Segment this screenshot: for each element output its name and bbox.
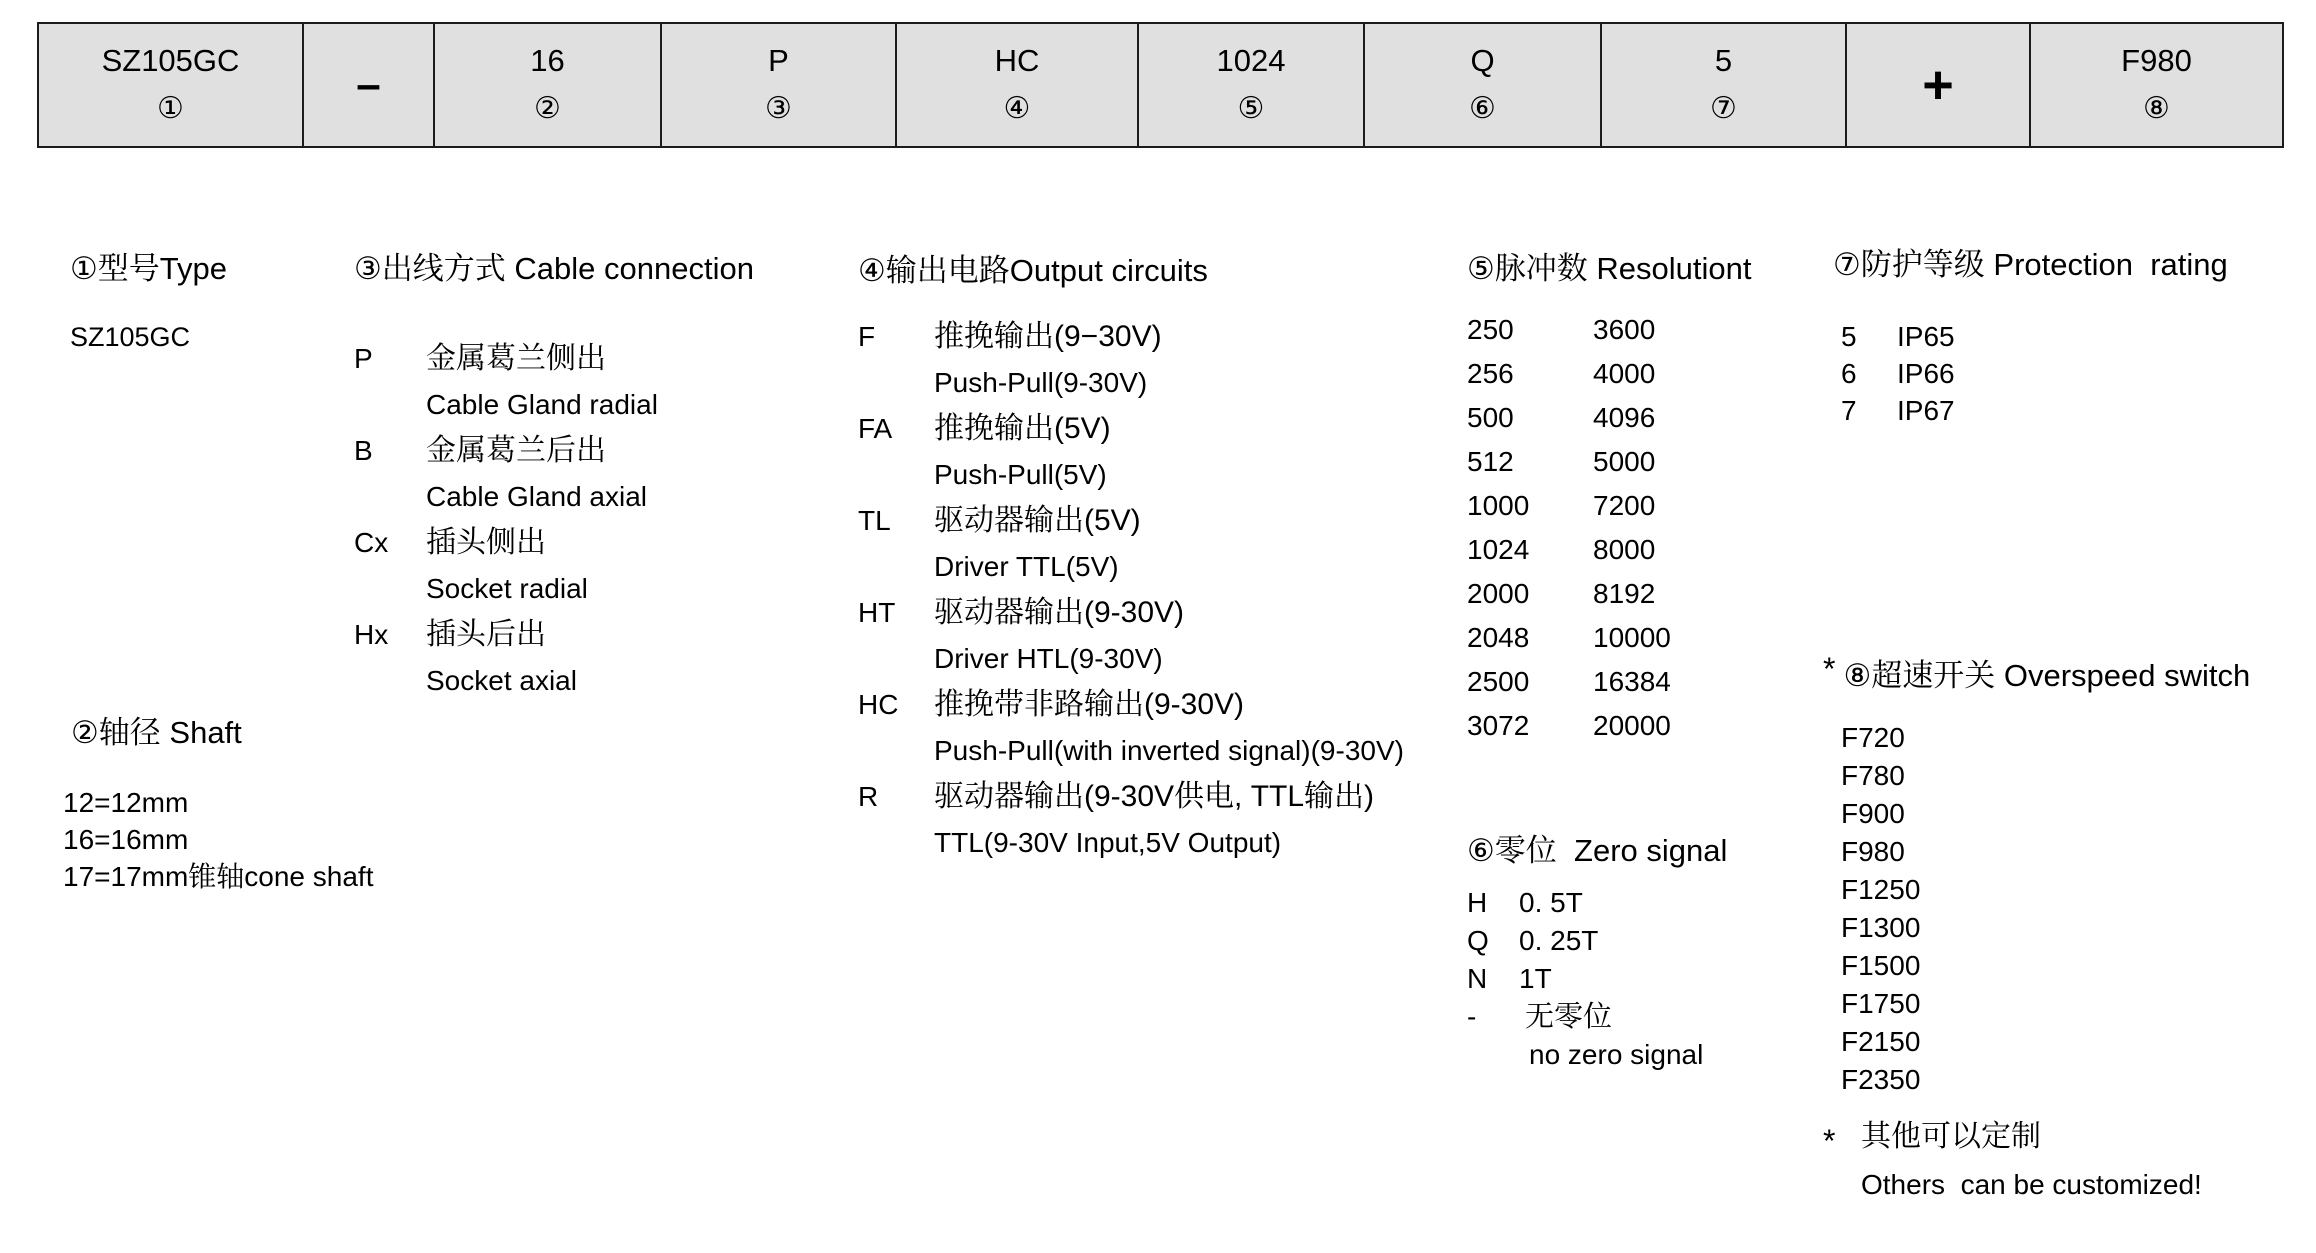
cell-index: ⑥ bbox=[1469, 92, 1496, 125]
section-overspeed-heading-line bbox=[1823, 651, 2251, 697]
overspeed-option: F980 bbox=[1841, 836, 1905, 867]
overspeed-option: F1750 bbox=[1841, 988, 1921, 1019]
overspeed-option: F2350 bbox=[1841, 1064, 1921, 1095]
protection-option bbox=[1841, 318, 2228, 355]
spacer bbox=[1467, 1036, 1519, 1074]
option-code: 5 bbox=[1841, 321, 1857, 352]
resolution-value: 512 bbox=[1467, 446, 1514, 477]
option-value: IP66 bbox=[1897, 358, 1955, 389]
option-label-zh: 金属葛兰后出 bbox=[426, 434, 606, 467]
section-cable-heading: ③出线方式 Cable connection bbox=[354, 251, 754, 286]
resolution-value: 5000 bbox=[1593, 446, 1656, 477]
resolution-value: 7200 bbox=[1593, 490, 1656, 521]
section-output-heading: ④输出电路Output circuits bbox=[858, 253, 1208, 288]
section-cable-connection bbox=[354, 248, 754, 704]
section-shaft-heading: ②轴径 Shaft bbox=[71, 715, 242, 750]
spacer bbox=[1823, 1163, 1861, 1207]
overspeed-option: F900 bbox=[1841, 798, 1905, 829]
option-code: - bbox=[1467, 1001, 1477, 1032]
option-code: 6 bbox=[1841, 358, 1857, 389]
option-code: H bbox=[1467, 887, 1488, 918]
output-option bbox=[858, 774, 1404, 820]
zero-option bbox=[1467, 922, 1727, 960]
output-option-en bbox=[858, 636, 1404, 682]
option-code: HC bbox=[858, 689, 899, 720]
zero-option bbox=[1467, 960, 1727, 998]
code-cell-overspeed bbox=[2031, 24, 2282, 146]
resolution-value: 2500 bbox=[1467, 666, 1530, 697]
output-option-en bbox=[858, 360, 1404, 406]
overspeed-option: F1500 bbox=[1841, 950, 1921, 981]
section-resolution bbox=[1467, 248, 1752, 748]
section-output-circuits bbox=[858, 250, 1404, 866]
overspeed-option: F780 bbox=[1841, 760, 1905, 791]
zero-option-none bbox=[1467, 998, 1727, 1036]
resolution-value: 16384 bbox=[1593, 666, 1671, 697]
resolution-value: 500 bbox=[1467, 402, 1514, 433]
cell-value: HC bbox=[994, 43, 1040, 78]
option-label-en: no zero signal bbox=[1529, 1039, 1704, 1070]
section-zero-signal bbox=[1467, 830, 1727, 1074]
option-code: Cx bbox=[354, 527, 389, 558]
section-resolution-heading: ⑤脉冲数 Resolutiont bbox=[1467, 251, 1752, 286]
option-code: R bbox=[858, 781, 879, 812]
resolution-value: 3600 bbox=[1593, 314, 1656, 345]
spacer bbox=[858, 728, 934, 774]
cable-option-en bbox=[354, 566, 754, 612]
resolution-value: 2000 bbox=[1467, 578, 1530, 609]
resolution-value: 20000 bbox=[1593, 710, 1671, 741]
shaft-option-list bbox=[63, 784, 374, 895]
section-shaft bbox=[63, 712, 374, 895]
output-option bbox=[858, 498, 1404, 544]
resolution-value: 250 bbox=[1467, 314, 1514, 345]
protection-option bbox=[1841, 355, 2228, 392]
option-code: 7 bbox=[1841, 395, 1857, 426]
cell-value: 1024 bbox=[1216, 43, 1286, 78]
resolution-value: 4000 bbox=[1593, 358, 1656, 389]
resolution-value: 10000 bbox=[1593, 622, 1671, 653]
cell-index: ⑤ bbox=[1237, 92, 1265, 125]
section-type bbox=[70, 248, 227, 353]
cable-option bbox=[354, 428, 754, 474]
option-value: 0. 5T bbox=[1519, 887, 1583, 918]
code-cell-cable bbox=[662, 24, 897, 146]
resolution-value: 1024 bbox=[1467, 534, 1530, 565]
option-code: HT bbox=[858, 597, 896, 628]
section-protection-rating bbox=[1833, 244, 2228, 429]
ordering-code-table bbox=[37, 22, 2284, 148]
spacer bbox=[858, 452, 934, 498]
code-cell-zero bbox=[1365, 24, 1602, 146]
shaft-option: 17=17mm锥轴cone shaft bbox=[63, 861, 374, 892]
cell-index: ① bbox=[157, 92, 184, 125]
spacer bbox=[858, 820, 934, 866]
option-label-en: Push-Pull(9-30V) bbox=[934, 367, 1148, 398]
code-cell-protection bbox=[1602, 24, 1847, 146]
overspeed-option: F1300 bbox=[1841, 912, 1921, 943]
cable-option-en bbox=[354, 382, 754, 428]
cell-value: 16 bbox=[530, 43, 565, 78]
note-text-en: Others can be customized! bbox=[1861, 1169, 2202, 1200]
resolution-value: 8000 bbox=[1593, 534, 1656, 565]
option-value: IP65 bbox=[1897, 321, 1955, 352]
note-text-zh: 其他可以定制 bbox=[1861, 1120, 2041, 1153]
overspeed-option: F720 bbox=[1841, 722, 1905, 753]
shaft-option: 12=12mm bbox=[63, 787, 189, 818]
option-label-en: Push-Pull(with inverted signal)(9-30V) bbox=[934, 735, 1404, 766]
option-label-zh: 驱动器输出(9-30V) bbox=[934, 596, 1185, 629]
resolution-value: 2048 bbox=[1467, 622, 1530, 653]
spacer bbox=[354, 474, 426, 520]
option-label-en: Push-Pull(5V) bbox=[934, 459, 1107, 490]
cable-option bbox=[354, 520, 754, 566]
customization-note bbox=[1823, 1115, 2250, 1207]
code-cell-dash bbox=[304, 24, 435, 146]
code-cell-model bbox=[39, 24, 304, 146]
section-zero-heading: ⑥零位 Zero signal bbox=[1467, 833, 1728, 868]
cable-option-list bbox=[354, 336, 754, 704]
code-cell-output bbox=[897, 24, 1139, 146]
type-model-value: SZ105GC bbox=[70, 322, 191, 352]
option-value: 1T bbox=[1519, 963, 1552, 994]
resolution-value: 1000 bbox=[1467, 490, 1530, 521]
output-option bbox=[858, 682, 1404, 728]
option-code: P bbox=[354, 343, 373, 374]
cell-value: F980 bbox=[2121, 43, 2192, 78]
option-label-zh: 金属葛兰侧出 bbox=[426, 342, 606, 375]
option-label-zh: 插头后出 bbox=[426, 618, 546, 651]
section-overspeed-heading: ⑧超速开关 Overspeed switch bbox=[1843, 658, 2251, 693]
option-label-en: Socket radial bbox=[426, 573, 588, 604]
cell-index: ⑦ bbox=[1710, 92, 1737, 125]
resolution-value: 8192 bbox=[1593, 578, 1656, 609]
zero-option-none-en bbox=[1467, 1036, 1727, 1074]
option-label-en: Driver TTL(5V) bbox=[934, 551, 1119, 582]
option-label-zh: 驱动器输出(9-30V供电, TTL输出) bbox=[934, 780, 1375, 813]
section-type-heading: ①型号Type bbox=[70, 251, 227, 286]
section-protection-heading: ⑦防护等级 Protection rating bbox=[1833, 247, 2228, 282]
asterisk-mark: * bbox=[1823, 1123, 1836, 1159]
cell-index: ⑧ bbox=[2143, 92, 2170, 125]
resolution-value: 4096 bbox=[1593, 402, 1656, 433]
output-option bbox=[858, 314, 1404, 360]
zero-option bbox=[1467, 884, 1727, 922]
output-option-list bbox=[858, 314, 1404, 866]
option-code: FA bbox=[858, 413, 893, 444]
plus-separator: + bbox=[1922, 55, 1954, 115]
option-value: 0. 25T bbox=[1519, 925, 1599, 956]
option-code: N bbox=[1467, 963, 1488, 994]
spacer bbox=[354, 658, 426, 704]
option-label-en: TTL(9-30V Input,5V Output) bbox=[934, 827, 1282, 858]
resolution-value-grid bbox=[1467, 308, 1752, 748]
asterisk-mark: * bbox=[1823, 651, 1836, 687]
output-option-en bbox=[858, 728, 1404, 774]
option-code: B bbox=[354, 435, 373, 466]
output-option-en bbox=[858, 452, 1404, 498]
option-code: F bbox=[858, 321, 876, 352]
overspeed-option-list bbox=[1841, 719, 2250, 1099]
spacer bbox=[858, 544, 934, 590]
cell-index: ② bbox=[534, 92, 561, 125]
section-overspeed-switch bbox=[1823, 651, 2251, 1207]
option-label-zh: 驱动器输出(5V) bbox=[934, 504, 1141, 537]
spacer bbox=[354, 566, 426, 612]
protection-option bbox=[1841, 392, 2228, 429]
output-option bbox=[858, 590, 1404, 636]
cell-index: ③ bbox=[765, 92, 792, 125]
spacer bbox=[858, 636, 934, 682]
resolution-value: 3072 bbox=[1467, 710, 1530, 741]
cable-option-en bbox=[354, 658, 754, 704]
option-label-en: Cable Gland radial bbox=[426, 389, 658, 420]
option-label-zh: 无零位 bbox=[1525, 1001, 1613, 1033]
option-label-en: Socket axial bbox=[426, 665, 577, 696]
cell-value: SZ105GC bbox=[101, 43, 240, 78]
option-code: Hx bbox=[354, 619, 389, 650]
protection-option-list bbox=[1841, 318, 2228, 429]
shaft-option: 16=16mm bbox=[63, 824, 189, 855]
cell-index: ④ bbox=[1003, 92, 1031, 125]
dash-separator: – bbox=[356, 60, 381, 109]
code-cell-shaft bbox=[435, 24, 662, 146]
zero-option-list bbox=[1467, 884, 1727, 1074]
overspeed-option: F1250 bbox=[1841, 874, 1921, 905]
option-code: Q bbox=[1467, 925, 1489, 956]
cable-option-en bbox=[354, 474, 754, 520]
cell-value: 5 bbox=[1714, 43, 1733, 78]
code-cell-resolution bbox=[1139, 24, 1365, 146]
option-label-zh: 推挽带非路输出(9-30V) bbox=[934, 688, 1245, 721]
spacer bbox=[858, 360, 934, 406]
cell-value: P bbox=[768, 43, 789, 78]
cell-value: Q bbox=[1470, 43, 1495, 78]
resolution-value: 256 bbox=[1467, 358, 1514, 389]
option-label-en: Cable Gland axial bbox=[426, 481, 648, 512]
option-label-zh: 推挽输出(9−30V) bbox=[934, 320, 1162, 353]
cable-option bbox=[354, 612, 754, 658]
cable-option bbox=[354, 336, 754, 382]
option-label-zh: 推挽输出(5V) bbox=[934, 412, 1111, 445]
code-cell-plus bbox=[1847, 24, 2031, 146]
overspeed-option: F2150 bbox=[1841, 1026, 1921, 1057]
option-label-zh: 插头侧出 bbox=[426, 526, 546, 559]
option-value: IP67 bbox=[1897, 395, 1955, 426]
output-option-en bbox=[858, 544, 1404, 590]
output-option-en bbox=[858, 820, 1404, 866]
spacer bbox=[354, 382, 426, 428]
option-label-en: Driver HTL(9-30V) bbox=[934, 643, 1163, 674]
output-option bbox=[858, 406, 1404, 452]
option-code: TL bbox=[858, 505, 891, 536]
